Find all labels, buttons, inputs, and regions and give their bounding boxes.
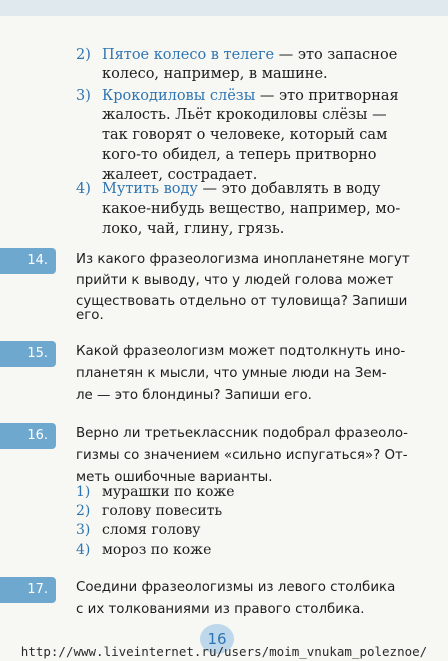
question-text-line: гизмы со значением «сильно испугаться»? От- bbox=[76, 448, 408, 463]
definition-line bbox=[102, 126, 387, 145]
definition-text: так говорят о человеке, который сам bbox=[102, 127, 388, 143]
page-number: 16 bbox=[200, 624, 234, 654]
definition-text: колесо, например, в машине. bbox=[102, 66, 328, 82]
definition-text: жалеет, сострадает. bbox=[102, 167, 258, 183]
definition-text: — это запасное bbox=[274, 47, 398, 63]
option-text: мурашки по коже bbox=[102, 484, 235, 500]
phraseologism-term: Крокодиловы слёзы bbox=[102, 88, 256, 104]
option-text: голову повесить bbox=[102, 503, 223, 519]
definition-number: 3) bbox=[76, 88, 91, 104]
definition-line bbox=[102, 220, 284, 239]
question-text-line: планетян к мысли, что умные люди на Зем- bbox=[76, 366, 387, 381]
option-text: мороз по коже bbox=[102, 542, 212, 558]
question-text-line: Какой фразеологизм может подтолкнуть ино- bbox=[76, 344, 406, 359]
definition-text: — это притворная bbox=[255, 88, 399, 104]
option-number: 2) bbox=[76, 503, 91, 519]
question-text-line: меть ошибочные варианты. bbox=[76, 470, 273, 485]
definition-line bbox=[102, 180, 380, 199]
definition-line bbox=[102, 65, 328, 84]
question-number-badge: 17. bbox=[0, 577, 56, 603]
option-text: сломя голову bbox=[102, 522, 201, 538]
question-text-line: прийти к выводу, что у людей голова может bbox=[76, 273, 394, 288]
option-number: 3) bbox=[76, 522, 91, 538]
definition-line bbox=[102, 106, 387, 125]
definition-line bbox=[102, 46, 397, 65]
option-number: 1) bbox=[76, 484, 91, 500]
definition-text: локо, чай, глину, грязь. bbox=[102, 221, 285, 237]
definition-line bbox=[102, 200, 400, 219]
definition-number: 4) bbox=[76, 181, 91, 197]
definition-line bbox=[102, 87, 399, 106]
question-text-line: его. bbox=[76, 308, 104, 323]
option-number: 4) bbox=[76, 542, 91, 558]
definition-text: кого-то обидел, а теперь притворно bbox=[102, 147, 377, 163]
question-text-line: Из какого фразеологизма инопланетяне могут bbox=[76, 252, 410, 267]
question-number-badge: 16. bbox=[0, 423, 56, 449]
phraseologism-term: Пятое колесо в телеге bbox=[102, 47, 275, 63]
question-text-line: Верно ли третьеклассник подобрал фразеоло- bbox=[76, 426, 408, 441]
question-text-line: Соедини фразеологизмы из левого столбика bbox=[76, 580, 396, 595]
definition-text: — это добавлять в воду bbox=[197, 181, 381, 197]
question-number-badge: 15. bbox=[0, 341, 56, 367]
definition-text: какое-нибудь вещество, например, мо- bbox=[102, 201, 401, 217]
watermark-url: http://www.liveinternet.ru/users/moim_vnukam_poleznoe/ bbox=[20, 644, 428, 659]
definition-number: 2) bbox=[76, 47, 91, 63]
phraseologism-term: Мутить воду bbox=[102, 181, 198, 197]
question-text-line: ле — это блондины? Запиши его. bbox=[76, 388, 312, 403]
question-number-badge: 14. bbox=[0, 248, 56, 274]
definition-text: жалость. Льёт крокодиловы слёзы — bbox=[102, 107, 387, 123]
definition-line bbox=[102, 146, 377, 165]
question-text-line: с их толкованиями из правого столбика. bbox=[76, 602, 365, 617]
question-text-line: существовать отдельно от туловища? Запиши bbox=[76, 294, 408, 309]
